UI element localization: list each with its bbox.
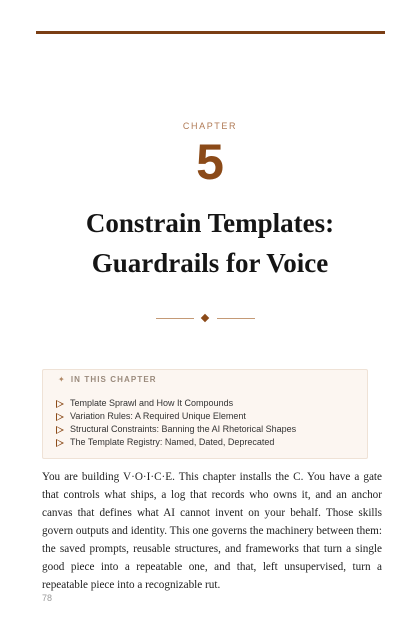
chapter-topic-item [56,423,296,436]
ornamental-divider [0,312,420,326]
chapter-topic-label: Template Sprawl and How It Compounds [70,398,234,408]
chapter-topic-item [56,410,296,423]
chapter-topics-list [56,397,296,449]
chapter-topic-label: Structural Constraints: Banning the AI Rhetorical Shapes [70,424,297,434]
chapter-number: 5 [196,134,224,190]
chapter-topic-item [56,397,296,410]
arrow-right-outline-icon [56,413,64,421]
body-paragraph: You are building V·O·I·C·E. This chapter installs the C. You have a gate that controls what ships, a log that records who owns it, and an anchor canvas that defines what AI cannot invent on your behalf. Those skills govern outputs and identity. This one governs the machinery between them: the saved prompts, reusable structures, and frameworks that turn a single good piece into a repeatable one, and that, left unsupervised, turn a repeatable piece into a recognizable rut. [42,471,382,591]
diamond-icon [201,314,209,322]
arrow-right-outline-icon [56,426,64,434]
divider-line-left [156,318,194,319]
in-this-chapter-heading [58,375,157,384]
chapter-title: Constrain Templates: Guardrails for Voice [85,208,335,278]
page-number: 78 [42,593,53,603]
divider-line-right [217,318,255,319]
top-rule [36,31,385,34]
star-icon: ✦ [58,375,66,384]
chapter-label: CHAPTER [182,121,238,131]
in-this-chapter-heading-text: IN THIS CHAPTER [70,375,157,384]
chapter-topic-label: The Template Registry: Named, Dated, Deprecated [70,437,275,447]
chapter-topic-item [56,436,296,449]
in-this-chapter-box [42,369,368,459]
chapter-topic-label: Variation Rules: A Required Unique Element [70,411,246,421]
arrow-right-outline-icon [56,439,64,447]
arrow-right-outline-icon [56,400,64,408]
